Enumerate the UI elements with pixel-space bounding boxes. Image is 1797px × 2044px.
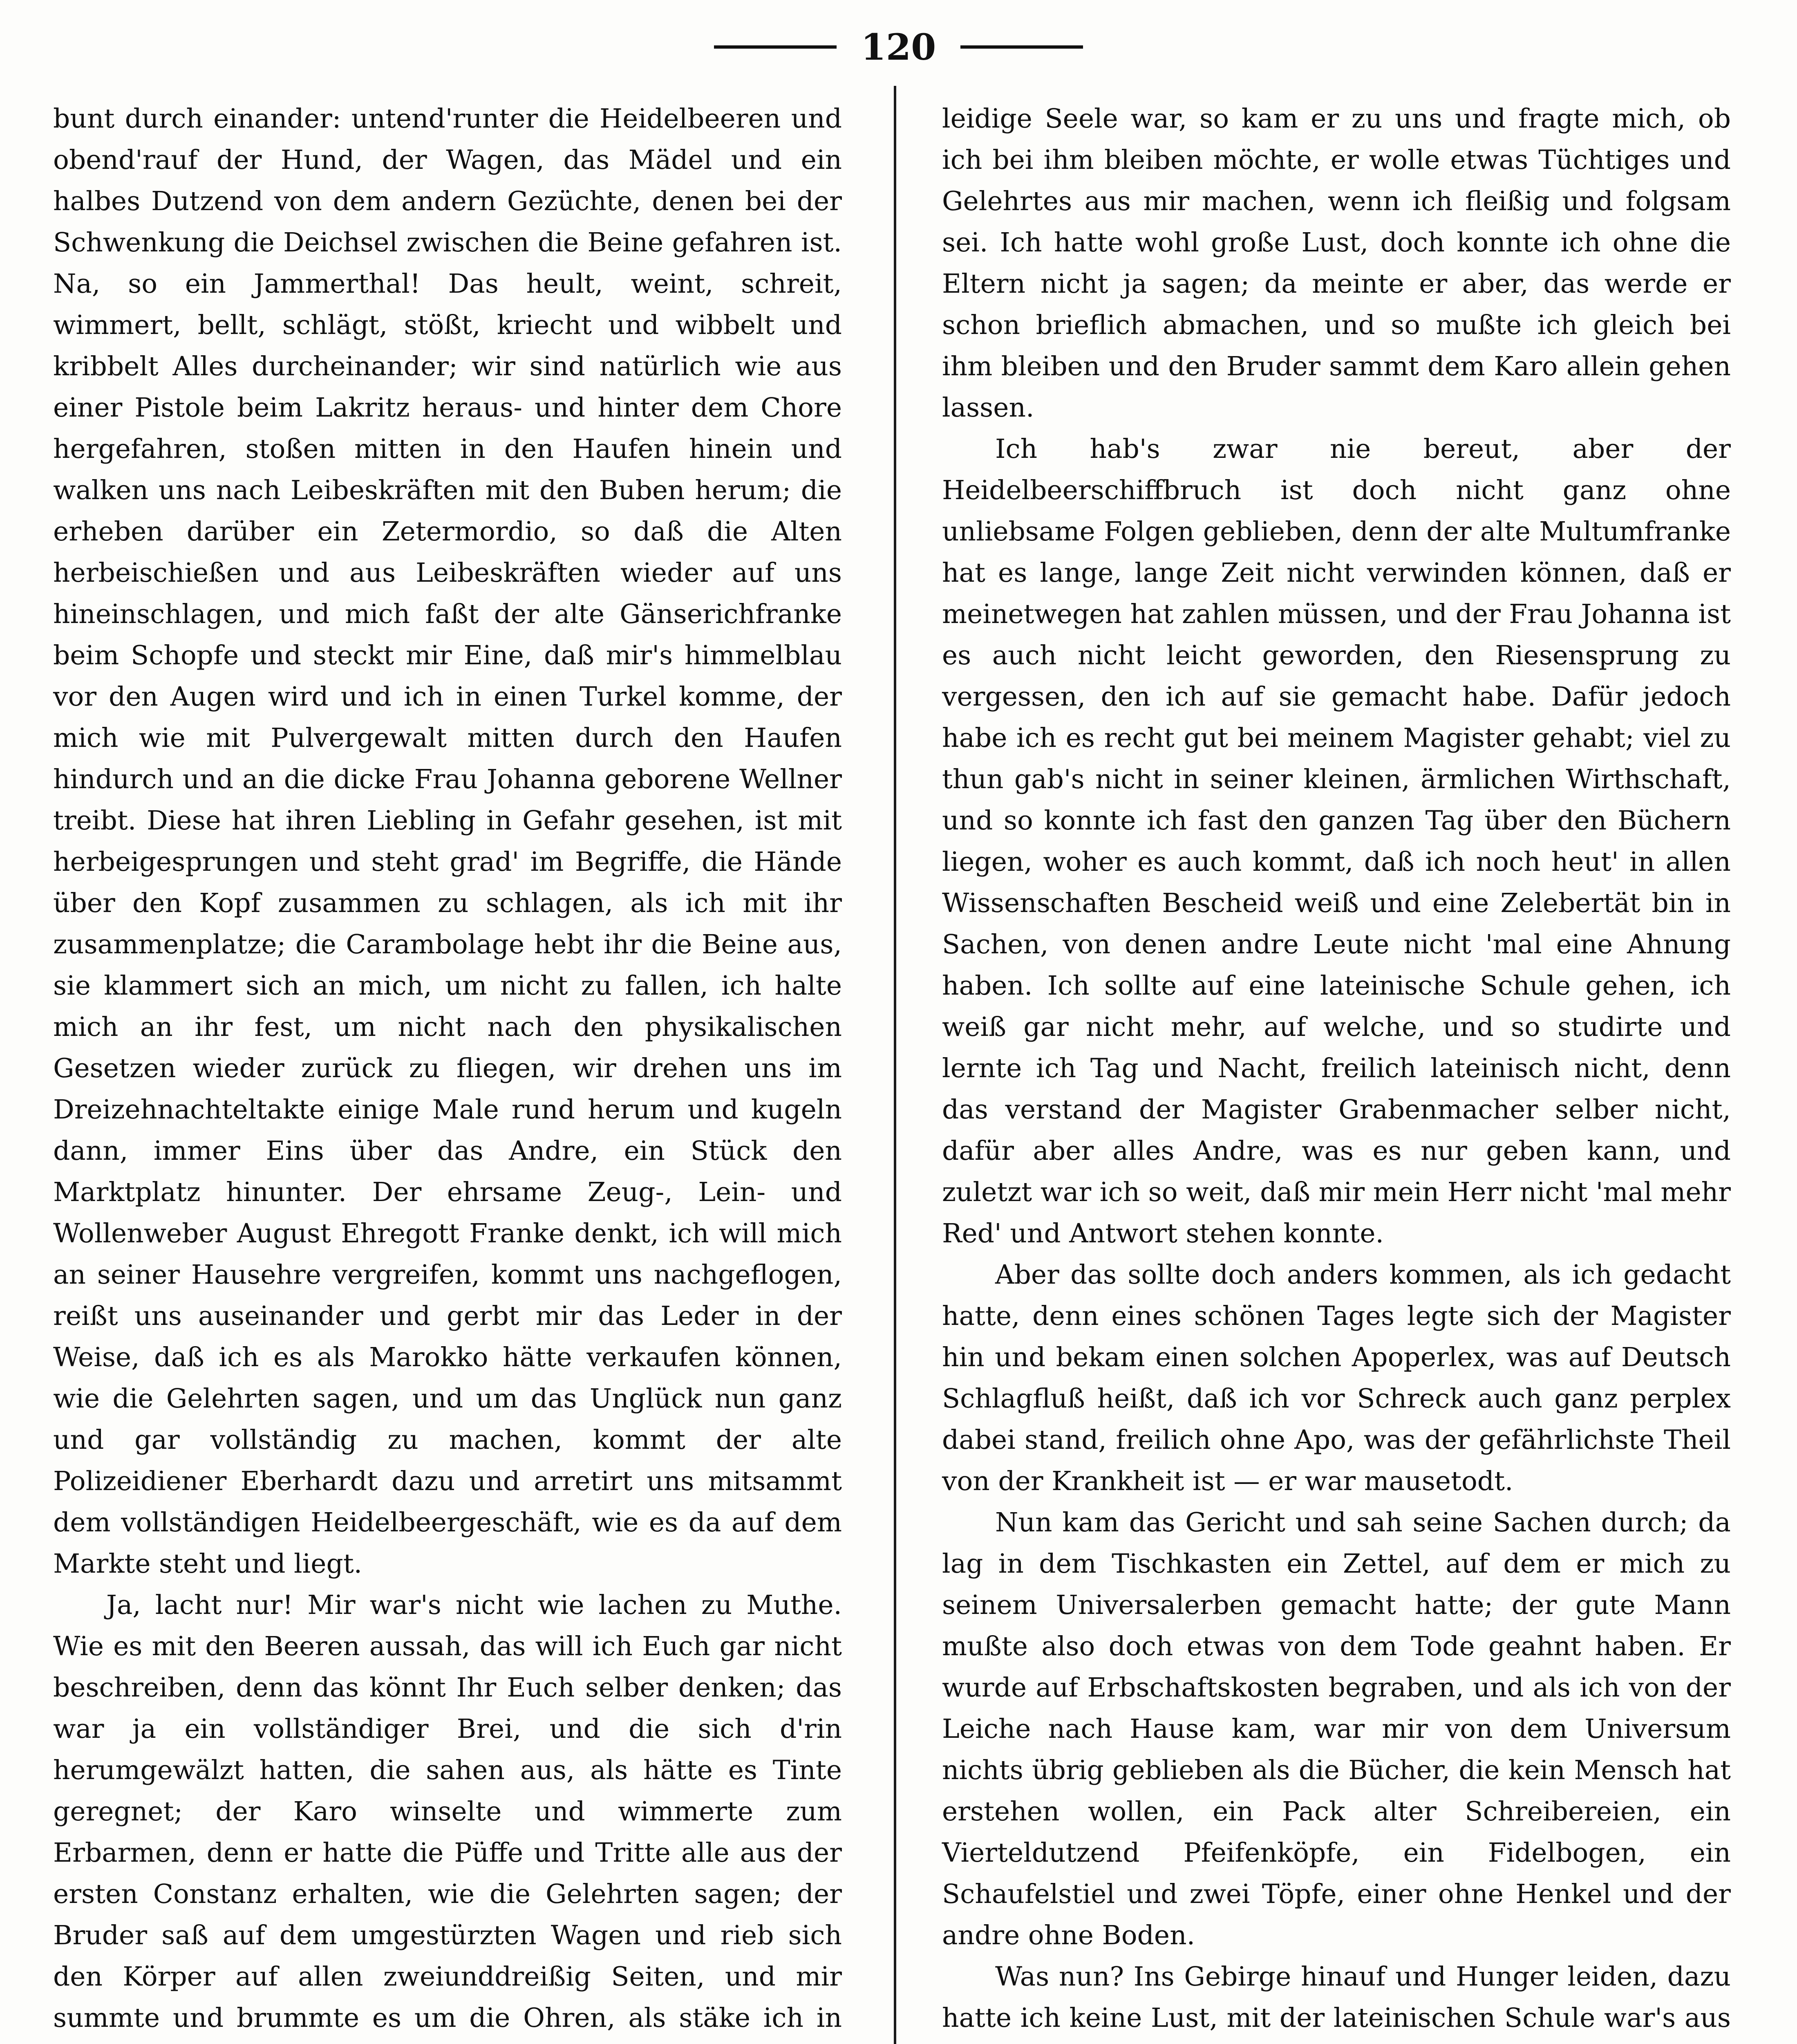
right-column [942, 98, 1731, 2044]
paragraph: Nun kam das Gericht und sah seine Sachen durch; da lag in dem Tischkasten ein Zettel, auf dem er mich zu seinem Universalerben gemacht hatte; der gute Mann mußte also doch etwas von dem Tode geahnt haben. Er wurde auf Erbschaftskosten begraben, und als ich von der Leiche nach Hause kam, war mir von dem Universum nichts übrig geblieben als die Bücher, die kein Mensch hat erstehen wollen, ein Pack alter Schreibereien, ein Vierteldutzend Pfeifenköpfe, ein Fidelbogen, ein Schaufelstiel und zwei Töpfe, einer ohne Henkel und der andre ohne Boden. [942, 1507, 1731, 1951]
paragraph: leidige Seele war, so kam er zu uns und fragte mich, ob ich bei ihm bleiben möchte, er wolle etwas Tüchtiges und Gelehrtes aus mir machen, wenn ich fleißig und folgsam sei. Ich hatte wohl große Lust, doch konnte ich ohne die Eltern nicht ja sagen; da meinte er aber, das werde er schon brieflich abmachen, und so mußte ich gleich bei ihm bleiben und den Bruder sammt dem Karo allein gehen lassen. [942, 103, 1731, 423]
left-column [53, 98, 842, 2044]
paragraph: Was nun? Ins Gebirge hinauf und Hunger leiden, dazu hatte ich keine Lust, mit der lateinischen Schule war's aus [942, 1961, 1731, 2033]
header-rule-right [960, 45, 1083, 49]
paragraph: Ja, lacht nur! Mir war's nicht wie lachen zu Muthe. Wie es mit den Beeren aussah, das will ich Euch gar nicht beschreiben, denn das könnt Ihr Euch selber denken; das war ja ein vollständiger Brei, und die sich d'rin herumgewälzt hatten, die sahen aus, als hätte es Tinte geregnet; der Karo winselte und wimmerte zum Erbarmen, denn er hatte die Püffe und Tritte alle aus der ersten Constanz erhalten, wie die Gelehrten sagen; der Bruder saß auf dem umgestürzten Wagen und rieb sich den Körper auf allen zweiunddreißig Seiten, und mir summte und brummte es um die Ohren, als stäke ich in [53, 1590, 842, 2033]
paragraph: Aber das sollte doch anders kommen, als ich gedacht hatte, denn eines schönen Tages legte sich der Magister hin und bekam einen solchen Apoperlex, was auf Deutsch Schlagfluß heißt, daß ich vor Schreck auch ganz perplex dabei stand, freilich ohne Apo, was der gefährlichste Theil von der Krankheit ist — er war mausetodt. [942, 1260, 1731, 1497]
column-divider [894, 86, 896, 2044]
paragraph: Ich hab's zwar nie bereut, aber der Heidelbeerschiffbruch ist doch nicht ganz ohne unliebsame Folgen geblieben, denn der alte Multumfranke hat es lange, lange Zeit nicht verwinden können, daß er meinetwegen hat zahlen müssen, und der Frau Johanna ist es auch nicht leicht geworden, den Riesensprung zu vergessen, den ich auf sie gemacht habe. Dafür jedoch habe ich es recht gut bei meinem Magister gehabt; viel zu thun gab's nicht in seiner kleinen, ärmlichen Wirthschaft, und so konnte ich fast den ganzen Tag über den Büchern liegen, woher es auch kommt, daß ich noch heut' in allen Wissenschaften Bescheid weiß und eine Zelebertät bin in Sachen, von denen andre Leute nicht 'mal eine Ahnung haben. Ich sollte auf eine lateinische Schule gehen, ich weiß gar nicht mehr, auf welche, und so studirte und lernte ich Tag und Nacht, freilich lateinisch nicht, denn das verstand der Magister Grabenmacher selber nicht, dafür aber alles Andre, was es nur geben kann, und zuletzt war ich so weit, daß mir mein Herr nicht 'mal mehr Red' und Antwort stehen konnte. [942, 434, 1731, 1249]
page-header [0, 25, 1797, 69]
page-number: 120 [861, 26, 936, 68]
header-rule-left [714, 45, 837, 49]
paragraph: bunt durch einander: untend'runter die Heidelbeeren und obend'rauf der Hund, der Wagen, das Mädel und ein halbes Dutzend von dem andern Gezüchte, denen bei der Schwenkung die Deichsel zwischen die Beine gefahren ist. Na, so ein Jammerthal! Das heult, weint, schreit, wimmert, bellt, schlägt, stößt, kriecht und wibbelt und kribbelt Alles durcheinander; wir sind natürlich wie aus einer Pistole beim Lakritz heraus- und hinter dem Chore hergefahren, stoßen mitten in den Haufen hinein und walken uns nach Leibeskräften mit den Buben herum; die erheben darüber ein Zetermordio, so daß die Alten herbeischießen und aus Leibeskräften wieder auf uns hineinschlagen, und mich faßt der alte Gänserichfranke beim Schopfe und steckt mir Eine, daß mir's himmelblau vor den Augen wird und ich in einen Turkel komme, der mich wie mit Pulvergewalt mitten durch den Haufen hindurch und an die dicke Frau Johanna geborene Wellner treibt. Diese hat ihren Liebling in Gefahr gesehen, ist mit herbeigesprungen und steht grad' im Begriffe, die Hände über den Kopf zusammen zu schlagen, als ich mit ihr zusammenplatze; die Carambolage hebt ihr die Beine aus, sie klammert sich an mich, um nicht zu fallen, ich halte mich an ihr fest, um nicht nach den physikalischen Gesetzen wieder zurück zu fliegen, wir drehen uns im Dreizehnachteltakte einige Male rund herum und kugeln dann, immer Eins über das Andre, ein Stück den Marktplatz hinunter. Der ehrsame Zeug-, Lein- und Wollenweber August Ehregott Franke denkt, ich will mich an seiner Hausehre vergreifen, kommt uns nachgeflogen, reißt uns auseinander und gerbt mir das Leder in der Weise, daß ich es als Marokko hätte verkaufen können, wie die Gelehrten sagen, und um das Unglück nun ganz und gar vollständig zu machen, kommt der alte Polizeidiener Eberhardt dazu und arretirt uns mitsammt dem vollständigen Heidelbeergeschäft, wie es da auf dem Markte steht und liegt. [53, 103, 842, 1579]
